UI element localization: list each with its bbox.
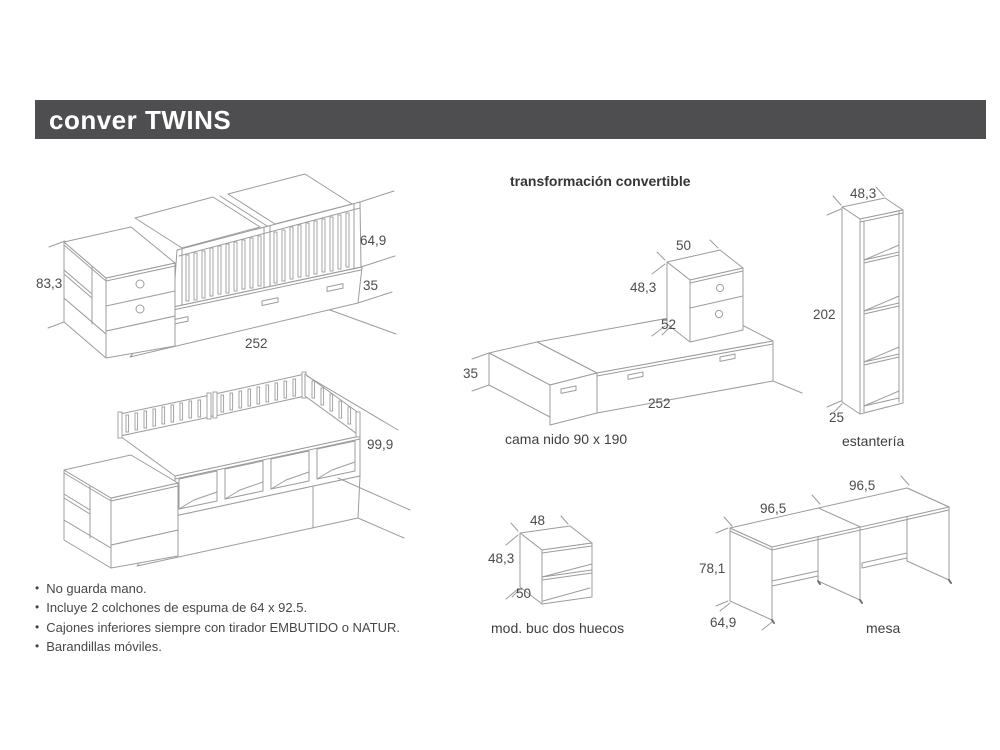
desk-dim-depth: 64,9	[710, 615, 737, 630]
note-text: Cajones inferiores siempre con tirador EMBUTIDO o NATUR.	[46, 619, 400, 635]
crib-dim-width: 252	[245, 336, 268, 351]
bullet-icon: •	[35, 581, 40, 595]
crib-configuration-diagram	[30, 170, 405, 375]
bed-dim-side: 35	[463, 366, 479, 381]
shelf-dim-top: 48,3	[850, 186, 877, 201]
sofa-configuration-diagram	[30, 370, 405, 585]
bullet-icon: •	[35, 600, 40, 615]
desk-dim-side: 78,1	[699, 561, 726, 576]
list-item	[35, 618, 435, 637]
buc-label: mod. buc dos huecos	[491, 620, 625, 636]
note-text: Incluye 2 colchones de espuma de 64 x 92.5.	[46, 600, 308, 616]
note-text: Barandillas móviles.	[46, 639, 162, 655]
shelf-label: estantería	[842, 433, 905, 449]
desk-dim-top-left: 96,5	[760, 501, 787, 516]
bed-dim-width: 252	[648, 396, 671, 411]
list-item	[35, 637, 435, 656]
shelf-dim-bottom: 25	[829, 410, 845, 425]
bed-label: cama nido 90 x 190	[505, 431, 628, 447]
crib-dim-base: 35	[363, 278, 379, 293]
daybed-nightstand-diagram	[450, 235, 780, 450]
notes-list	[35, 579, 435, 657]
title-bar	[35, 100, 986, 139]
buc-dim-bottom: 50	[516, 586, 532, 601]
list-item	[35, 598, 435, 617]
shelf-dim-side: 202	[813, 307, 836, 322]
section-title: transformación convertible	[510, 173, 691, 189]
nightstand-dim-side: 48,3	[630, 280, 657, 295]
crib-dim-left: 83,3	[36, 276, 63, 291]
bullet-icon: •	[35, 639, 40, 654]
bookcase-diagram	[810, 175, 925, 430]
desk-label: mesa	[866, 620, 901, 636]
sofa-dim-height: 99,9	[367, 437, 394, 452]
nightstand-dim-top: 50	[676, 238, 692, 253]
desk-diagram	[690, 470, 990, 635]
buc-dim-side: 48,3	[488, 551, 515, 566]
crib-dim-height: 64,9	[360, 233, 387, 248]
bullet-icon: •	[35, 619, 40, 634]
note-text: No guarda mano.	[46, 581, 147, 596]
list-item	[35, 579, 435, 598]
page-title: conver TWINS	[49, 105, 232, 135]
nightstand-dim-bottom: 52	[661, 317, 677, 332]
buc-dim-top: 48	[530, 513, 546, 528]
desk-dim-top-right: 96,5	[849, 478, 876, 493]
